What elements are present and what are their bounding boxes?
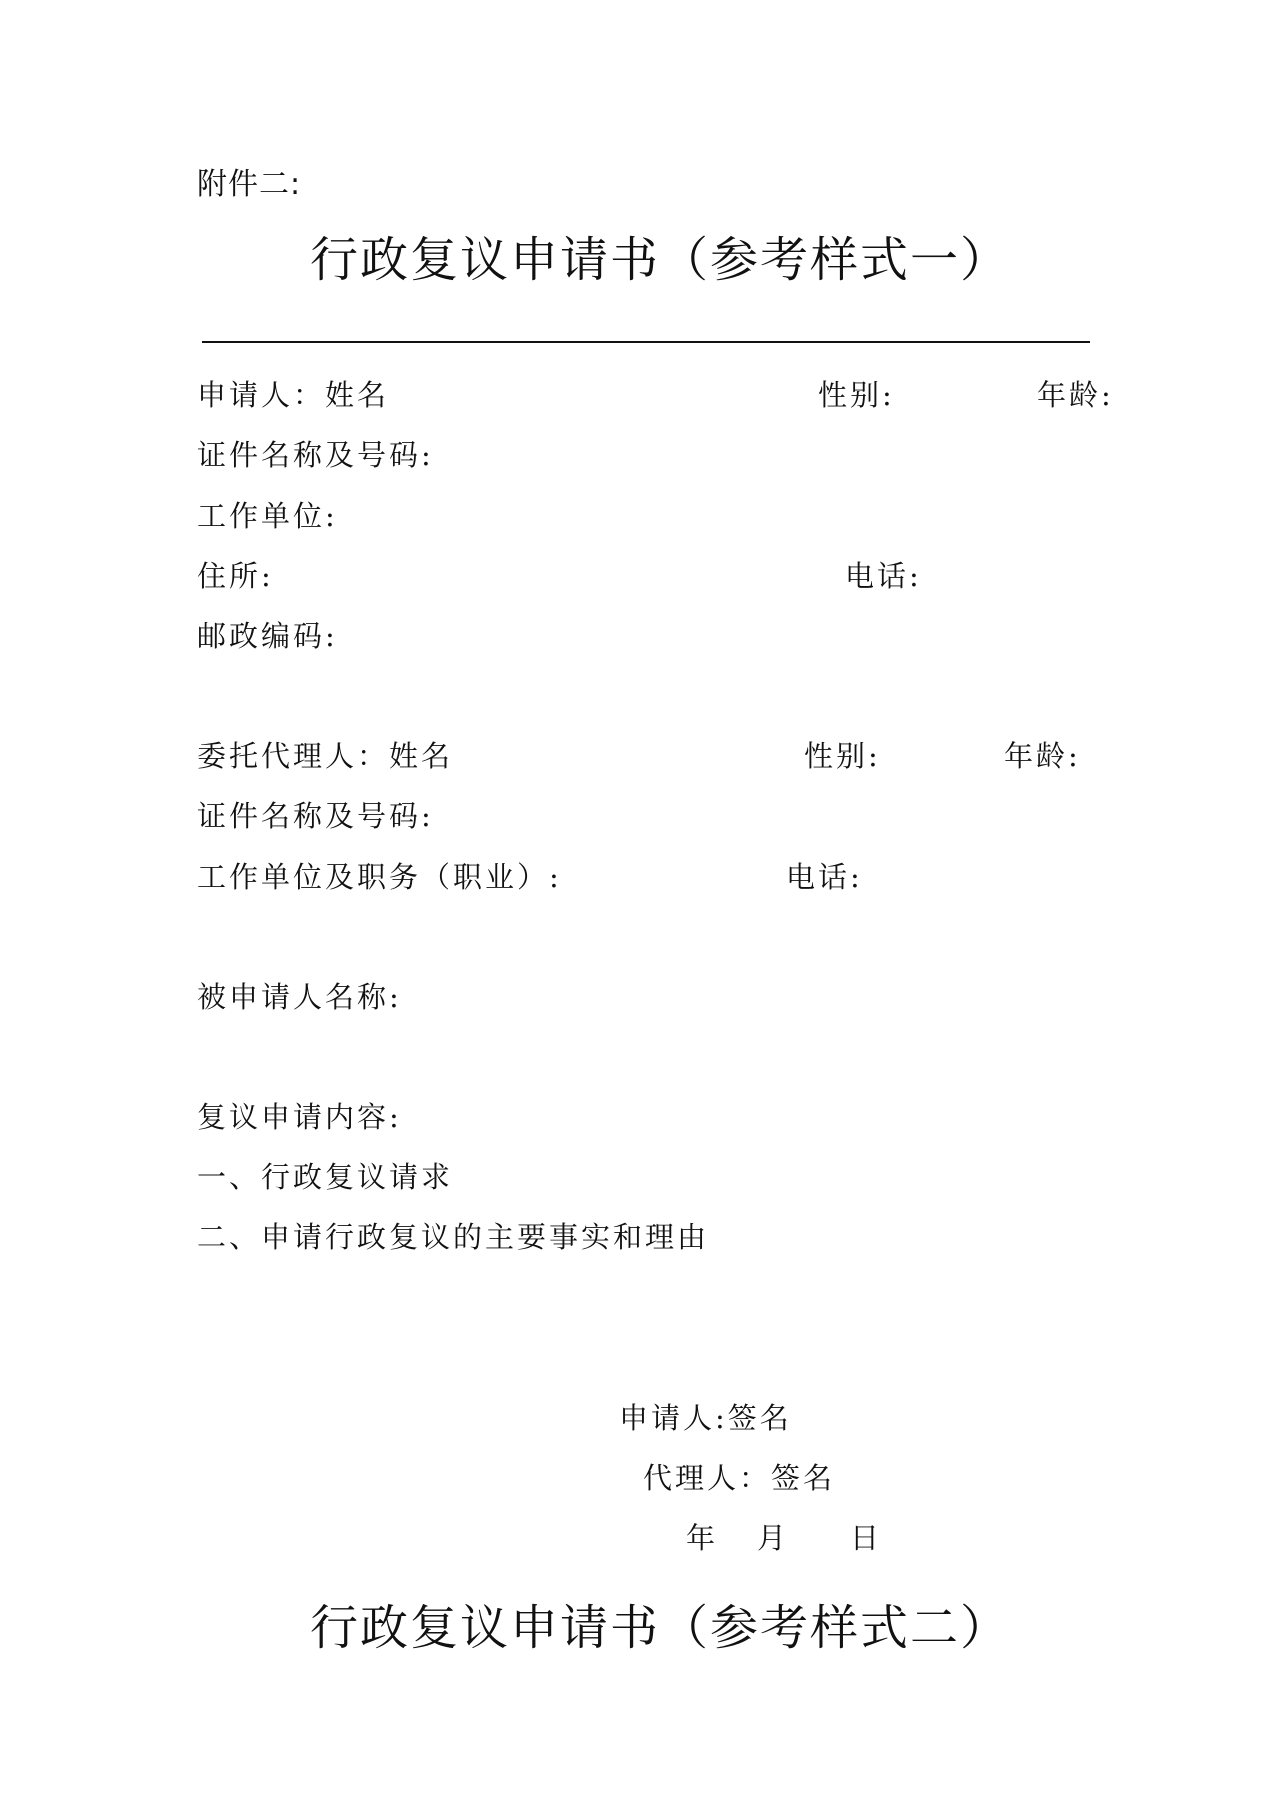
applicant-gender-label: 性别: [818, 378, 895, 412]
applicant-postcode-label: 邮政编码: [197, 619, 338, 653]
date-day-label: 日 [850, 1521, 883, 1555]
applicant-phone-label: 电话: [845, 559, 922, 593]
applicant-name-label: 申请人：姓名 [197, 378, 390, 412]
applicant-age-label: 年龄: [1037, 378, 1114, 412]
form2-title: 行政复议申请书（参考样式二） [310, 1600, 1011, 1656]
applicant-signature-label: 申请人:签名 [619, 1401, 792, 1435]
date-month-label: 月 [757, 1521, 790, 1555]
agent-id-label: 证件名称及号码: [197, 799, 434, 833]
content-heading: 复议申请内容: [197, 1100, 402, 1134]
content-item-request: 一、行政复议请求 [197, 1160, 454, 1194]
attachment-label: 附件二: [197, 167, 302, 202]
applicant-id-label: 证件名称及号码: [197, 438, 434, 472]
agent-age-label: 年龄: [1004, 739, 1081, 773]
agent-gender-label: 性别: [804, 739, 881, 773]
agent-work-label: 工作单位及职务（职业）: [197, 860, 562, 894]
applicant-work-label: 工作单位: [197, 499, 338, 533]
applicant-address-label: 住所: [197, 559, 274, 593]
agent-phone-label: 电话: [786, 860, 863, 894]
agent-name-label: 委托代理人：姓名 [197, 739, 454, 773]
content-item-facts: 二、申请行政复议的主要事实和理由 [197, 1220, 710, 1254]
title-divider [202, 341, 1090, 343]
date-year-label: 年 [686, 1521, 719, 1555]
respondent-label: 被申请人名称: [197, 980, 402, 1014]
form1-title: 行政复议申请书（参考样式一） [310, 232, 1011, 288]
agent-signature-label: 代理人：签名 [643, 1461, 836, 1495]
